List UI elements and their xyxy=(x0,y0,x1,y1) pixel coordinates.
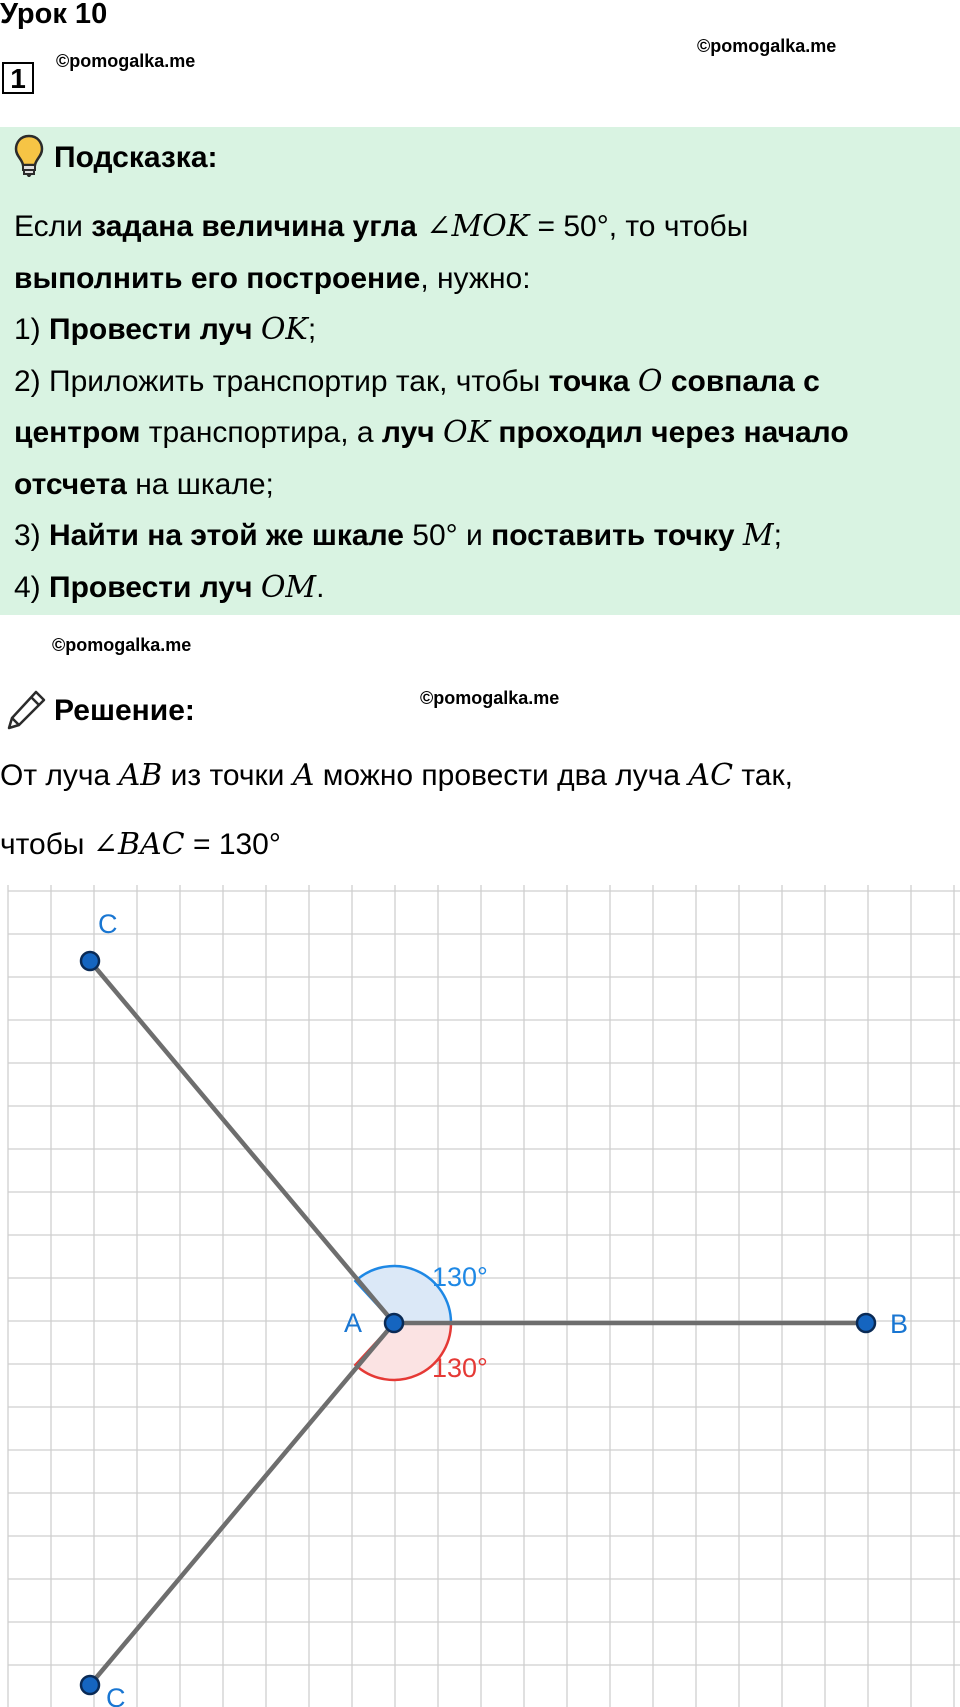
angle-label-bottom: 130° xyxy=(432,1353,488,1383)
solution-title: Решение: xyxy=(54,694,195,727)
solution-line: От луча AB из точки A можно провести два луча AC так, xyxy=(0,758,793,793)
ray-ac-top xyxy=(90,961,394,1323)
lightbulb-icon xyxy=(14,134,44,183)
hint-line: центром транспортира, а луч OK проходил через начало xyxy=(14,415,849,450)
hint-line: Если задана величина угла ∠MOK = 50°, то чтобы xyxy=(14,209,749,244)
hint-line: выполнить его построение, нужно: xyxy=(14,261,531,295)
point-b xyxy=(857,1314,875,1332)
grid xyxy=(8,885,960,1707)
lesson-title: Урок 10 xyxy=(0,0,108,30)
solution-line: чтобы ∠BAC = 130° xyxy=(0,827,281,862)
label-c-bottom: C xyxy=(106,1683,126,1707)
hint-line: 1) Провести луч OK; xyxy=(14,312,317,347)
watermark: ©pomogalka.me xyxy=(56,51,196,71)
task-number: 1 xyxy=(2,62,34,94)
label-a: A xyxy=(344,1308,363,1338)
label-c-top: C xyxy=(98,909,118,939)
point-c-bottom xyxy=(81,1676,99,1694)
hint-line: отсчета на шкале; xyxy=(14,467,274,501)
point-a xyxy=(385,1314,403,1332)
watermark: ©pomogalka.me xyxy=(52,635,192,655)
pencil-icon xyxy=(6,688,48,735)
hint-line: 4) Провести луч OM. xyxy=(14,569,325,605)
hint-line: 3) Найти на этой же шкале 50° и поставить точку M; xyxy=(14,518,782,553)
watermark: ©pomogalka.me xyxy=(420,688,560,708)
hint-text xyxy=(14,201,849,613)
angle-label-top: 130° xyxy=(432,1262,488,1292)
watermark: ©pomogalka.me xyxy=(697,36,837,56)
hint-title: Подсказка: xyxy=(54,141,218,174)
angle-construction-figure xyxy=(0,885,960,1707)
solution-header xyxy=(6,688,195,734)
label-b: B xyxy=(890,1309,909,1339)
point-c-top xyxy=(81,952,99,970)
ray-ac-bottom xyxy=(90,1323,394,1685)
hint-line: 2) Приложить транспортир так, чтобы точка O совпала с xyxy=(14,363,820,399)
hint-header xyxy=(14,135,218,181)
